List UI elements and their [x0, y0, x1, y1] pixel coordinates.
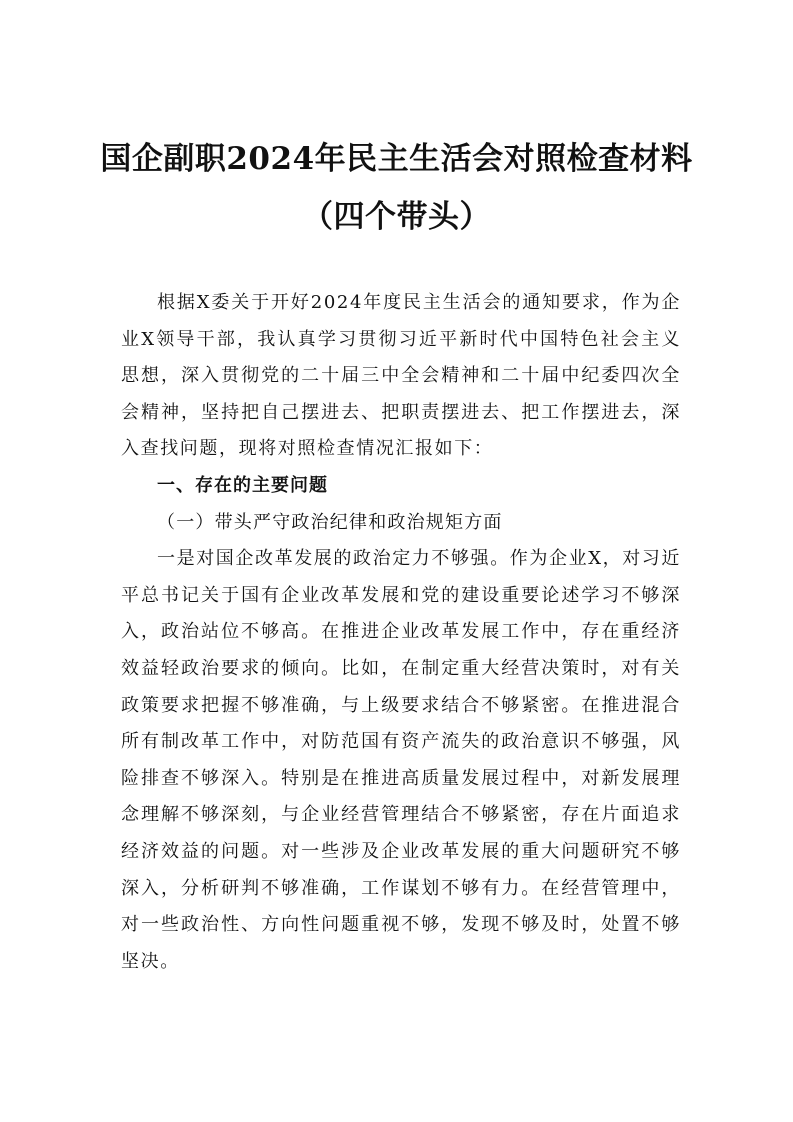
body-paragraph: 一是对国企改革发展的政治定力不够强。作为企业X，对习近平总书记关于国有企业改革发展和党的建设重要论述学习不够深入，政治站位不够高。在推进企业改革发展工作中，存在重经济效益轻政治要求的倾向。比如，在制定重大经营决策时，对有关政策要求把握不够准确，与上级要求结合不够紧密。在推进混合所有制改革工作中，对防范国有资产流失的政治意识不够强，风险排查不够深入。特别是在推进高质量发展过程中，对新发展理念理解不够深刻，与企业经营管理结合不够紧密，存在片面追求经济效益的问题。对一些涉及企业改革发展的重大问题研究不够深入，分析研判不够准确，工作谋划不够有力。在经营管理中，对一些政治性、方向性问题重视不够，发现不够及时，处置不够坚决。 [121, 548, 682, 972]
subsection-heading: （一）带头严守政治纪律和政治规矩方面 [157, 511, 503, 533]
section-heading: 一、存在的主要问题 [157, 474, 328, 496]
document-body [121, 285, 681, 980]
document-title: 国企副职2024年民主生活会对照检查材料 [100, 141, 693, 177]
document-subtitle: （四个带头） [302, 199, 491, 235]
intro-paragraph: 根据X委关于开好2024年度民主生活会的通知要求，作为企业X领导干部，我认真学习贯彻习近平新时代中国特色社会主义思想，深入贯彻党的二十届三中全会精神和二十届中纪委四次全会精神，坚持把自己摆进去、把职责摆进去、把工作摆进去，深入查找问题，现将对照检查情况汇报如下： [121, 292, 681, 460]
